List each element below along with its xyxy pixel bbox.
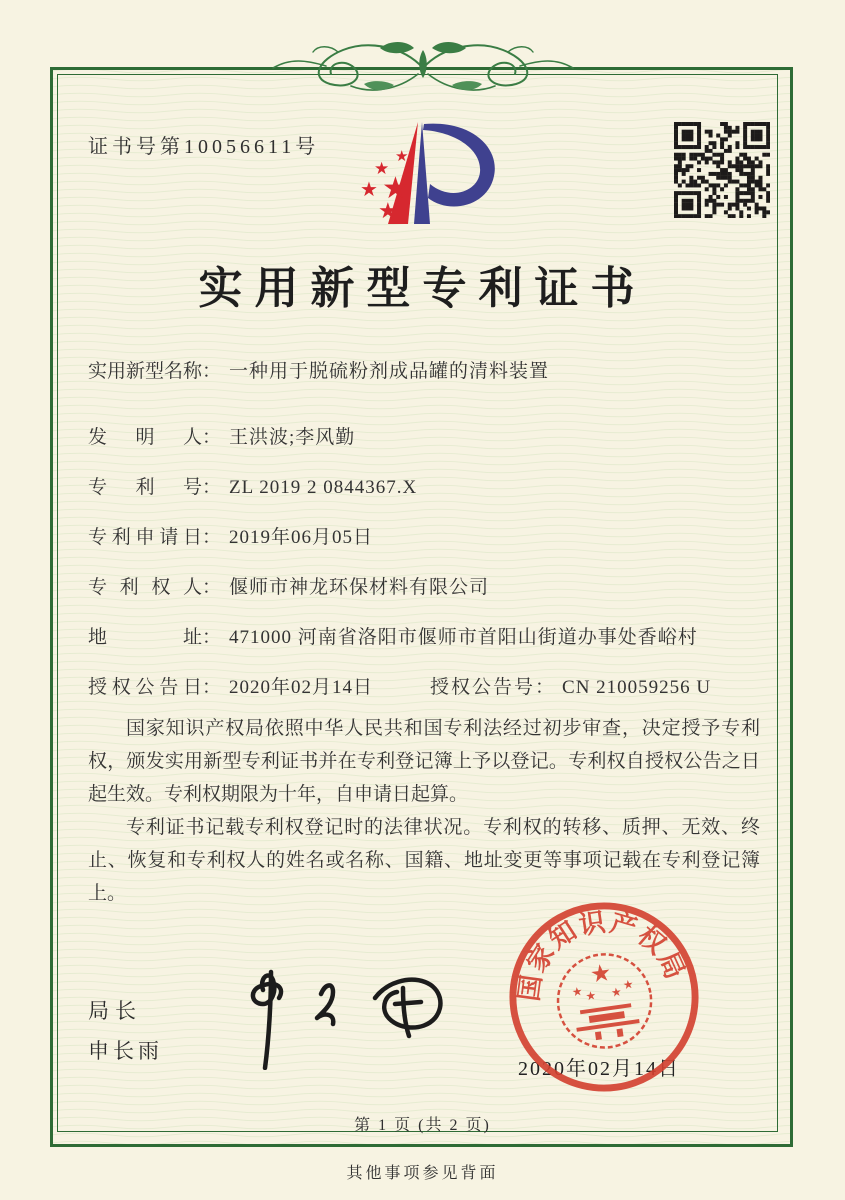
field-inventors: 发明人： 王洪波;李风勤 [88, 422, 768, 472]
field-value: 2020年02月14日 [229, 677, 374, 698]
svg-text:★: ★ [610, 984, 623, 1000]
certificate-number: 证书号第10056611号 [88, 136, 320, 158]
director-signature-icon [225, 960, 455, 1070]
certificate-title: 实用新型专利证书 [198, 264, 647, 313]
field-grant-date: 授权公告日： 2020年02月14日 授权公告号： CN 210059256 U [88, 672, 768, 722]
field-label: 授权公告号 [430, 677, 536, 698]
director-title: 局长 [88, 999, 142, 1023]
field-label: 实用新型名称 [88, 361, 203, 382]
field-filing-date: 专利申请日： 2019年06月05日 [88, 522, 768, 572]
field-utility-model-name: 实用新型名称： 一种用于脱硫粉剂成品罐的清料装置 [88, 356, 768, 422]
field-value: ZL 2019 2 0844367.X [229, 477, 418, 498]
field-value: 偃师市神龙环保材料有限公司 [229, 577, 490, 598]
certificate-fields [88, 356, 768, 722]
logo-star: ★ [360, 179, 378, 201]
field-label: 专利号 [88, 477, 202, 498]
seal-date: 2020年02月14日 [518, 1058, 680, 1080]
field-label: 专利权人 [88, 577, 202, 598]
svg-text:★: ★ [584, 988, 598, 1004]
field-grant-publication-number: 授权公告号： CN 210059256 U [430, 672, 711, 699]
seal-text: 国家知识产权局 [513, 906, 692, 1003]
national-emblem [552, 948, 657, 1053]
cnipa-round-seal-icon [492, 885, 716, 1109]
logo-star: ★ [395, 149, 409, 165]
field-patent-number: 专利号： ZL 2019 2 0844367.X [88, 472, 768, 522]
logo-star: ★ [378, 198, 398, 223]
field-label: 地址 [88, 627, 202, 648]
logo-star: ★ [374, 159, 390, 178]
qr-code [674, 122, 770, 218]
field-value: 2019年06月05日 [229, 527, 374, 548]
field-value: CN 210059256 U [562, 677, 712, 698]
logo-star: ★ [382, 172, 409, 205]
field-label: 授权公告日 [88, 677, 202, 698]
back-side-note: 其他事项参见背面 [346, 1165, 499, 1182]
svg-text:★: ★ [588, 960, 614, 989]
legal-text [88, 712, 760, 910]
svg-text:国家知识产权局 [503, 896, 693, 1007]
field-address: 地址： 471000 河南省洛阳市偃师市首阳山街道办事处香峪村 [88, 622, 768, 672]
page-number: 第 1 页 (共 2 页) [354, 1117, 491, 1134]
field-value: 471000 河南省洛阳市偃师市首阳山街道办事处香峪村 [229, 627, 698, 648]
svg-text:★: ★ [571, 984, 584, 1000]
legal-paragraph-1: 国家知识产权局依照中华人民共和国专利法经过初步审查，决定授予专利权，颁发实用新型专利证书并在专利登记簿上予以登记。专利权自授权公告之日起生效。专利权期限为十年，自申请日起算。 [88, 718, 760, 805]
field-label: 专利申请日 [88, 527, 202, 548]
field-label: 发明人 [88, 427, 202, 448]
svg-text:★: ★ [621, 976, 635, 993]
field-value: 王洪波;李风勤 [229, 427, 356, 448]
legal-paragraph-2: 专利证书记载专利权登记时的法律状况。专利权的转移、质押、无效、终止、恢复和专利权人的姓名或名称、国籍、地址变更等事项记载在专利登记簿上。 [88, 817, 760, 904]
field-patentee: 专利权人： 偃师市神龙环保材料有限公司 [88, 572, 768, 622]
cnipa-logo-icon [338, 116, 516, 236]
director-name: 申长雨 [88, 1039, 163, 1063]
floral-flourish-icon [268, 38, 578, 114]
field-value: 一种用于脱硫粉剂成品罐的清料装置 [229, 361, 550, 382]
